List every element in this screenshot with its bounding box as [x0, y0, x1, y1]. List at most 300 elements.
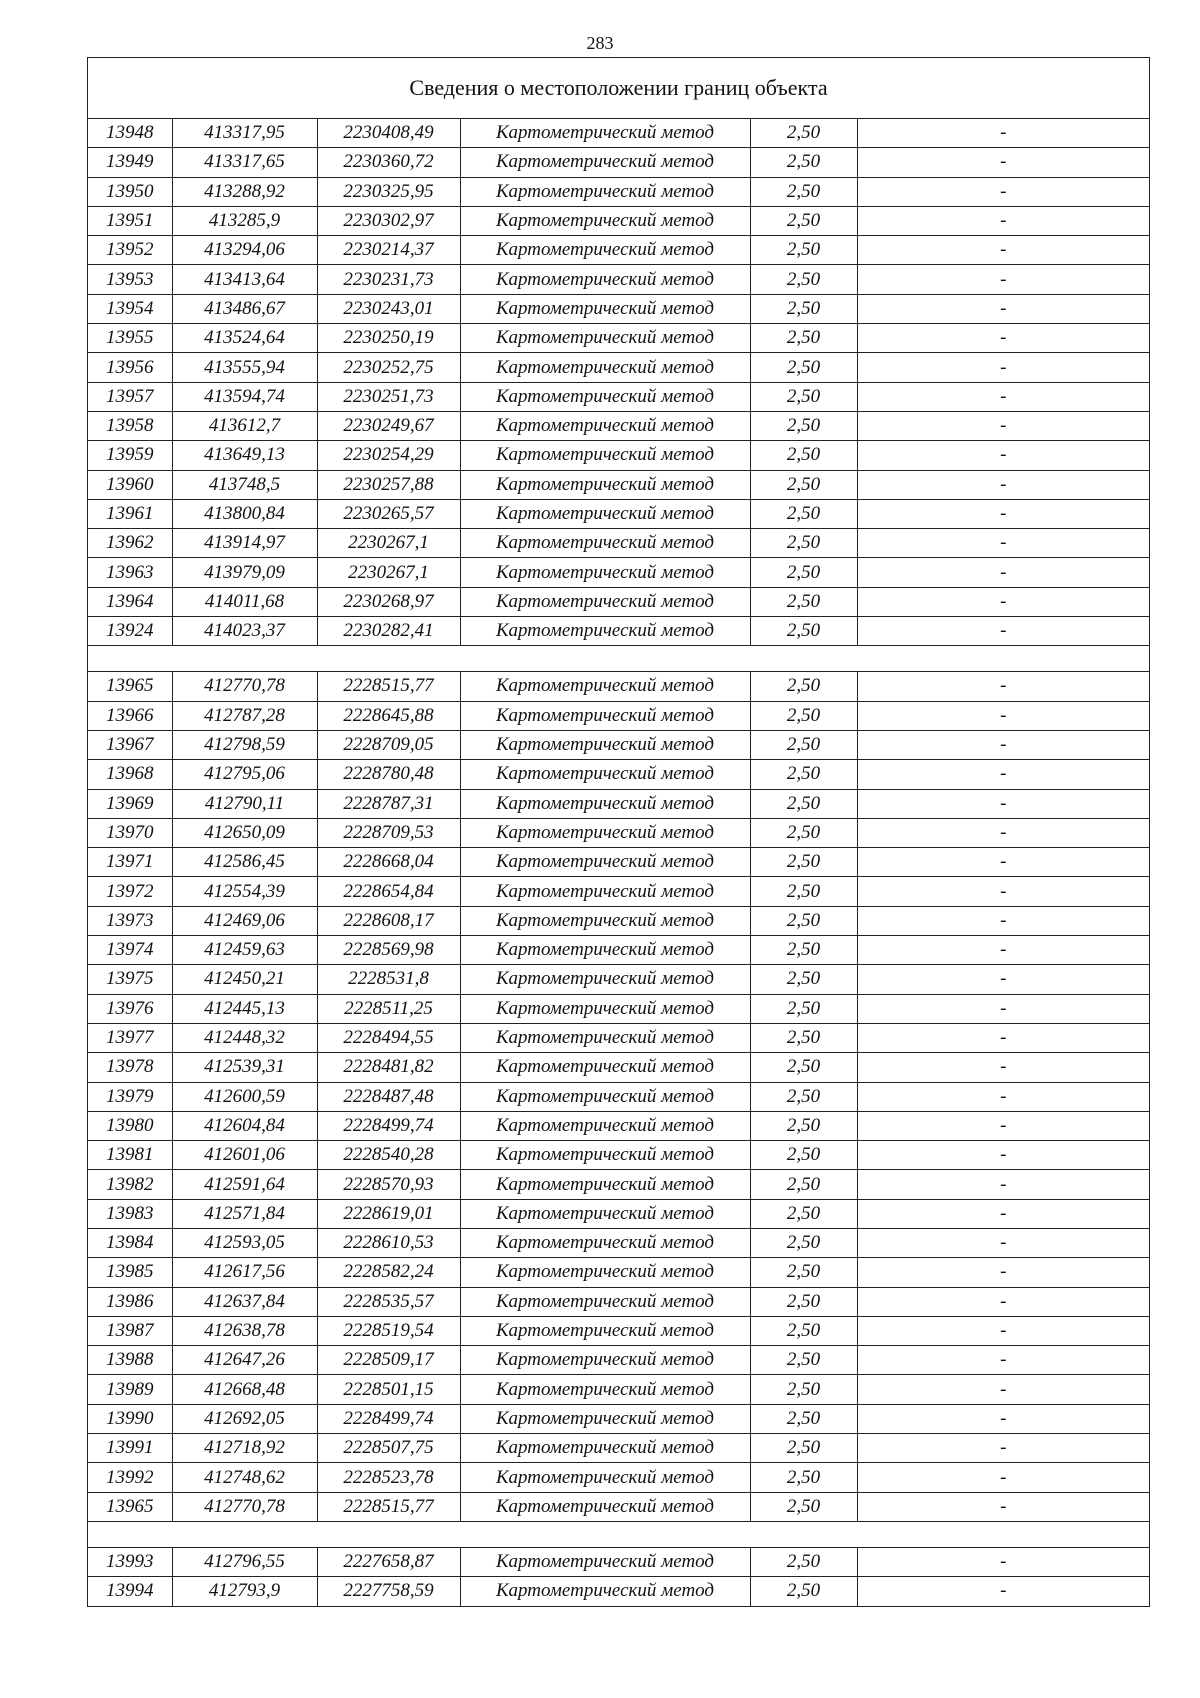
- method-cell: Картометрический метод: [460, 441, 750, 470]
- y-coordinate-cell: 2228780,48: [317, 760, 460, 789]
- method-cell: Картометрический метод: [460, 529, 750, 558]
- x-coordinate-cell: 412770,78: [172, 672, 317, 701]
- accuracy-cell: 2,50: [750, 701, 857, 730]
- y-coordinate-cell: 2230408,49: [317, 119, 460, 148]
- point-number-cell: 13962: [88, 529, 172, 558]
- method-cell: Картометрический метод: [460, 1434, 750, 1463]
- x-coordinate-cell: 412459,63: [172, 936, 317, 965]
- point-number-cell: 13970: [88, 818, 172, 847]
- point-number-cell: 13960: [88, 470, 172, 499]
- table-row: [88, 1199, 1149, 1228]
- y-coordinate-cell: 2228787,31: [317, 789, 460, 818]
- accuracy-cell: 2,50: [750, 206, 857, 235]
- point-number-cell: 13952: [88, 236, 172, 265]
- x-coordinate-cell: 413800,84: [172, 499, 317, 528]
- accuracy-cell: 2,50: [750, 1199, 857, 1228]
- point-number-cell: 13991: [88, 1434, 172, 1463]
- point-number-cell: 13990: [88, 1404, 172, 1433]
- description-cell: -: [857, 1375, 1149, 1404]
- method-cell: Картометрический метод: [460, 1023, 750, 1052]
- x-coordinate-cell: 412591,64: [172, 1170, 317, 1199]
- method-cell: Картометрический метод: [460, 206, 750, 235]
- accuracy-cell: 2,50: [750, 1258, 857, 1287]
- y-coordinate-cell: 2228709,05: [317, 730, 460, 759]
- y-coordinate-cell: 2230265,57: [317, 499, 460, 528]
- y-coordinate-cell: 2230325,95: [317, 177, 460, 206]
- accuracy-cell: 2,50: [750, 1492, 857, 1521]
- accuracy-cell: 2,50: [750, 177, 857, 206]
- description-cell: -: [857, 1492, 1149, 1521]
- table-row: [88, 382, 1149, 411]
- accuracy-cell: 2,50: [750, 148, 857, 177]
- point-number-cell: 13949: [88, 148, 172, 177]
- table-row: [88, 529, 1149, 558]
- accuracy-cell: 2,50: [750, 1228, 857, 1257]
- accuracy-cell: 2,50: [750, 1082, 857, 1111]
- point-number-cell: 13954: [88, 294, 172, 323]
- x-coordinate-cell: 413285,9: [172, 206, 317, 235]
- boundary-points-table: [88, 119, 1149, 1607]
- table-row: [88, 441, 1149, 470]
- y-coordinate-cell: 2228582,24: [317, 1258, 460, 1287]
- y-coordinate-cell: 2228645,88: [317, 701, 460, 730]
- accuracy-cell: 2,50: [750, 1111, 857, 1140]
- point-number-cell: 13964: [88, 587, 172, 616]
- x-coordinate-cell: 412637,84: [172, 1287, 317, 1316]
- x-coordinate-cell: 414023,37: [172, 617, 317, 646]
- point-number-cell: 13963: [88, 558, 172, 587]
- table-row: [88, 1547, 1149, 1576]
- x-coordinate-cell: 412647,26: [172, 1346, 317, 1375]
- separator-cell: [88, 1521, 1149, 1547]
- method-cell: Картометрический метод: [460, 236, 750, 265]
- description-cell: -: [857, 994, 1149, 1023]
- y-coordinate-cell: 2230267,1: [317, 529, 460, 558]
- method-cell: Картометрический метод: [460, 324, 750, 353]
- method-cell: Картометрический метод: [460, 617, 750, 646]
- x-coordinate-cell: 412650,09: [172, 818, 317, 847]
- accuracy-cell: 2,50: [750, 1053, 857, 1082]
- method-cell: Картометрический метод: [460, 936, 750, 965]
- point-number-cell: 13993: [88, 1547, 172, 1576]
- x-coordinate-cell: 412604,84: [172, 1111, 317, 1140]
- table-row: [88, 265, 1149, 294]
- description-cell: -: [857, 119, 1149, 148]
- description-cell: -: [857, 760, 1149, 789]
- description-cell: -: [857, 965, 1149, 994]
- y-coordinate-cell: 2228481,82: [317, 1053, 460, 1082]
- table-row: [88, 1577, 1149, 1606]
- accuracy-cell: 2,50: [750, 1375, 857, 1404]
- description-cell: -: [857, 1434, 1149, 1463]
- y-coordinate-cell: 2228654,84: [317, 877, 460, 906]
- boundary-table-sheet: [87, 57, 1150, 1607]
- description-cell: -: [857, 587, 1149, 616]
- method-cell: Картометрический метод: [460, 587, 750, 616]
- y-coordinate-cell: 2228531,8: [317, 965, 460, 994]
- method-cell: Картометрический метод: [460, 353, 750, 382]
- x-coordinate-cell: 412718,92: [172, 1434, 317, 1463]
- point-number-cell: 13955: [88, 324, 172, 353]
- method-cell: Картометрический метод: [460, 1170, 750, 1199]
- point-number-cell: 13965: [88, 1492, 172, 1521]
- x-coordinate-cell: 412748,62: [172, 1463, 317, 1492]
- point-number-cell: 13972: [88, 877, 172, 906]
- x-coordinate-cell: 413486,67: [172, 294, 317, 323]
- table-row: [88, 1082, 1149, 1111]
- description-cell: -: [857, 1199, 1149, 1228]
- description-cell: -: [857, 353, 1149, 382]
- accuracy-cell: 2,50: [750, 529, 857, 558]
- accuracy-cell: 2,50: [750, 1141, 857, 1170]
- accuracy-cell: 2,50: [750, 760, 857, 789]
- description-cell: -: [857, 818, 1149, 847]
- x-coordinate-cell: 412787,28: [172, 701, 317, 730]
- x-coordinate-cell: 413524,64: [172, 324, 317, 353]
- description-cell: -: [857, 1547, 1149, 1576]
- accuracy-cell: 2,50: [750, 382, 857, 411]
- description-cell: -: [857, 1141, 1149, 1170]
- y-coordinate-cell: 2228709,53: [317, 818, 460, 847]
- accuracy-cell: 2,50: [750, 965, 857, 994]
- method-cell: Картометрический метод: [460, 789, 750, 818]
- point-number-cell: 13989: [88, 1375, 172, 1404]
- table-row: [88, 1053, 1149, 1082]
- table-row: [88, 1141, 1149, 1170]
- y-coordinate-cell: 2230231,73: [317, 265, 460, 294]
- accuracy-cell: 2,50: [750, 877, 857, 906]
- method-cell: Картометрический метод: [460, 818, 750, 847]
- x-coordinate-cell: 412539,31: [172, 1053, 317, 1082]
- accuracy-cell: 2,50: [750, 1346, 857, 1375]
- y-coordinate-cell: 2230214,37: [317, 236, 460, 265]
- accuracy-cell: 2,50: [750, 1170, 857, 1199]
- method-cell: Картометрический метод: [460, 1404, 750, 1433]
- y-coordinate-cell: 2228515,77: [317, 672, 460, 701]
- table-row: [88, 1287, 1149, 1316]
- x-coordinate-cell: 412798,59: [172, 730, 317, 759]
- accuracy-cell: 2,50: [750, 587, 857, 616]
- y-coordinate-cell: 2228515,77: [317, 1492, 460, 1521]
- point-number-cell: 13977: [88, 1023, 172, 1052]
- method-cell: Картометрический метод: [460, 1316, 750, 1345]
- description-cell: -: [857, 1228, 1149, 1257]
- point-number-cell: 13976: [88, 994, 172, 1023]
- table-row: [88, 1316, 1149, 1345]
- table-row: [88, 617, 1149, 646]
- description-cell: -: [857, 294, 1149, 323]
- method-cell: Картометрический метод: [460, 499, 750, 528]
- point-number-cell: 13992: [88, 1463, 172, 1492]
- point-number-cell: 13980: [88, 1111, 172, 1140]
- method-cell: Картометрический метод: [460, 470, 750, 499]
- point-number-cell: 13988: [88, 1346, 172, 1375]
- y-coordinate-cell: 2228494,55: [317, 1023, 460, 1052]
- method-cell: Картометрический метод: [460, 382, 750, 411]
- description-cell: -: [857, 877, 1149, 906]
- x-coordinate-cell: 412770,78: [172, 1492, 317, 1521]
- y-coordinate-cell: 2227758,59: [317, 1577, 460, 1606]
- x-coordinate-cell: 412469,06: [172, 906, 317, 935]
- y-coordinate-cell: 2228511,25: [317, 994, 460, 1023]
- method-cell: Картометрический метод: [460, 1492, 750, 1521]
- method-cell: Картометрический метод: [460, 965, 750, 994]
- method-cell: Картометрический метод: [460, 1375, 750, 1404]
- description-cell: -: [857, 148, 1149, 177]
- x-coordinate-cell: 412796,55: [172, 1547, 317, 1576]
- accuracy-cell: 2,50: [750, 994, 857, 1023]
- method-cell: Картометрический метод: [460, 1053, 750, 1082]
- description-cell: -: [857, 206, 1149, 235]
- table-row: [88, 1111, 1149, 1140]
- description-cell: -: [857, 730, 1149, 759]
- accuracy-cell: 2,50: [750, 265, 857, 294]
- method-cell: Картометрический метод: [460, 294, 750, 323]
- x-coordinate-cell: 413594,74: [172, 382, 317, 411]
- table-row: [88, 1463, 1149, 1492]
- table-row: [88, 148, 1149, 177]
- x-coordinate-cell: 414011,68: [172, 587, 317, 616]
- point-number-cell: 13961: [88, 499, 172, 528]
- description-cell: -: [857, 1111, 1149, 1140]
- method-cell: Картометрический метод: [460, 1258, 750, 1287]
- point-number-cell: 13971: [88, 848, 172, 877]
- x-coordinate-cell: 413612,7: [172, 411, 317, 440]
- table-row: [88, 206, 1149, 235]
- x-coordinate-cell: 412586,45: [172, 848, 317, 877]
- table-body: [88, 119, 1149, 1606]
- description-cell: -: [857, 1404, 1149, 1433]
- table-row: [88, 236, 1149, 265]
- table-row: [88, 906, 1149, 935]
- accuracy-cell: 2,50: [750, 672, 857, 701]
- x-coordinate-cell: 412668,48: [172, 1375, 317, 1404]
- table-row: [88, 1346, 1149, 1375]
- method-cell: Картометрический метод: [460, 1141, 750, 1170]
- table-row: [88, 177, 1149, 206]
- table-row: [88, 672, 1149, 701]
- accuracy-cell: 2,50: [750, 353, 857, 382]
- x-coordinate-cell: 412601,06: [172, 1141, 317, 1170]
- accuracy-cell: 2,50: [750, 470, 857, 499]
- y-coordinate-cell: 2228540,28: [317, 1141, 460, 1170]
- x-coordinate-cell: 413748,5: [172, 470, 317, 499]
- point-number-cell: 13978: [88, 1053, 172, 1082]
- table-row: [88, 1258, 1149, 1287]
- y-coordinate-cell: 2230254,29: [317, 441, 460, 470]
- x-coordinate-cell: 413317,65: [172, 148, 317, 177]
- description-cell: -: [857, 177, 1149, 206]
- x-coordinate-cell: 412593,05: [172, 1228, 317, 1257]
- description-cell: -: [857, 672, 1149, 701]
- accuracy-cell: 2,50: [750, 558, 857, 587]
- method-cell: Картометрический метод: [460, 411, 750, 440]
- method-cell: Картометрический метод: [460, 994, 750, 1023]
- y-coordinate-cell: 2228570,93: [317, 1170, 460, 1199]
- table-row: [88, 1228, 1149, 1257]
- point-number-cell: 13950: [88, 177, 172, 206]
- description-cell: -: [857, 441, 1149, 470]
- description-cell: -: [857, 529, 1149, 558]
- point-number-cell: 13959: [88, 441, 172, 470]
- description-cell: -: [857, 1287, 1149, 1316]
- table-row: [88, 119, 1149, 148]
- table-row: [88, 818, 1149, 847]
- x-coordinate-cell: 413649,13: [172, 441, 317, 470]
- x-coordinate-cell: 413555,94: [172, 353, 317, 382]
- description-cell: -: [857, 324, 1149, 353]
- method-cell: Картометрический метод: [460, 848, 750, 877]
- x-coordinate-cell: 413317,95: [172, 119, 317, 148]
- point-number-cell: 13983: [88, 1199, 172, 1228]
- description-cell: -: [857, 1577, 1149, 1606]
- y-coordinate-cell: 2228499,74: [317, 1404, 460, 1433]
- table-row: [88, 730, 1149, 759]
- x-coordinate-cell: 412793,9: [172, 1577, 317, 1606]
- point-number-cell: 13969: [88, 789, 172, 818]
- description-cell: -: [857, 617, 1149, 646]
- point-number-cell: 13994: [88, 1577, 172, 1606]
- point-number-cell: 13957: [88, 382, 172, 411]
- accuracy-cell: 2,50: [750, 730, 857, 759]
- x-coordinate-cell: 412554,39: [172, 877, 317, 906]
- y-coordinate-cell: 2228507,75: [317, 1434, 460, 1463]
- point-number-cell: 13951: [88, 206, 172, 235]
- method-cell: Картометрический метод: [460, 760, 750, 789]
- description-cell: -: [857, 236, 1149, 265]
- method-cell: Картометрический метод: [460, 1287, 750, 1316]
- table-row: [88, 760, 1149, 789]
- table-row: [88, 558, 1149, 587]
- table-row: [88, 499, 1149, 528]
- method-cell: Картометрический метод: [460, 265, 750, 294]
- x-coordinate-cell: 413979,09: [172, 558, 317, 587]
- y-coordinate-cell: 2228487,48: [317, 1082, 460, 1111]
- y-coordinate-cell: 2227658,87: [317, 1547, 460, 1576]
- table-row: [88, 848, 1149, 877]
- y-coordinate-cell: 2228523,78: [317, 1463, 460, 1492]
- accuracy-cell: 2,50: [750, 411, 857, 440]
- accuracy-cell: 2,50: [750, 1404, 857, 1433]
- y-coordinate-cell: 2230302,97: [317, 206, 460, 235]
- accuracy-cell: 2,50: [750, 1463, 857, 1492]
- y-coordinate-cell: 2230268,97: [317, 587, 460, 616]
- table-row: [88, 1170, 1149, 1199]
- point-number-cell: 13948: [88, 119, 172, 148]
- method-cell: Картометрический метод: [460, 119, 750, 148]
- table-row: [88, 587, 1149, 616]
- point-number-cell: 13968: [88, 760, 172, 789]
- y-coordinate-cell: 2228535,57: [317, 1287, 460, 1316]
- y-coordinate-cell: 2228569,98: [317, 936, 460, 965]
- y-coordinate-cell: 2230282,41: [317, 617, 460, 646]
- x-coordinate-cell: 412450,21: [172, 965, 317, 994]
- table-row: [88, 1404, 1149, 1433]
- contour-separator-row: [88, 1521, 1149, 1547]
- y-coordinate-cell: 2228668,04: [317, 848, 460, 877]
- accuracy-cell: 2,50: [750, 499, 857, 528]
- y-coordinate-cell: 2228619,01: [317, 1199, 460, 1228]
- description-cell: -: [857, 936, 1149, 965]
- method-cell: Картометрический метод: [460, 1577, 750, 1606]
- method-cell: Картометрический метод: [460, 906, 750, 935]
- x-coordinate-cell: 413288,92: [172, 177, 317, 206]
- point-number-cell: 13981: [88, 1141, 172, 1170]
- description-cell: -: [857, 1258, 1149, 1287]
- y-coordinate-cell: 2230267,1: [317, 558, 460, 587]
- table-row: [88, 324, 1149, 353]
- method-cell: Картометрический метод: [460, 1228, 750, 1257]
- table-row: [88, 1375, 1149, 1404]
- point-number-cell: 13958: [88, 411, 172, 440]
- description-cell: -: [857, 558, 1149, 587]
- method-cell: Картометрический метод: [460, 1547, 750, 1576]
- y-coordinate-cell: 2230252,75: [317, 353, 460, 382]
- method-cell: Картометрический метод: [460, 877, 750, 906]
- accuracy-cell: 2,50: [750, 789, 857, 818]
- method-cell: Картометрический метод: [460, 1082, 750, 1111]
- y-coordinate-cell: 2230251,73: [317, 382, 460, 411]
- y-coordinate-cell: 2228519,54: [317, 1316, 460, 1345]
- y-coordinate-cell: 2228501,15: [317, 1375, 460, 1404]
- method-cell: Картометрический метод: [460, 730, 750, 759]
- point-number-cell: 13924: [88, 617, 172, 646]
- table-row: [88, 1023, 1149, 1052]
- point-number-cell: 13967: [88, 730, 172, 759]
- accuracy-cell: 2,50: [750, 1577, 857, 1606]
- x-coordinate-cell: 413413,64: [172, 265, 317, 294]
- point-number-cell: 13984: [88, 1228, 172, 1257]
- description-cell: -: [857, 701, 1149, 730]
- table-row: [88, 470, 1149, 499]
- x-coordinate-cell: 412617,56: [172, 1258, 317, 1287]
- x-coordinate-cell: 412571,84: [172, 1199, 317, 1228]
- description-cell: -: [857, 789, 1149, 818]
- x-coordinate-cell: 412448,32: [172, 1023, 317, 1052]
- description-cell: -: [857, 1316, 1149, 1345]
- method-cell: Картометрический метод: [460, 148, 750, 177]
- description-cell: -: [857, 1082, 1149, 1111]
- y-coordinate-cell: 2230360,72: [317, 148, 460, 177]
- table-title: Сведения о местоположении границ объекта: [88, 58, 1149, 119]
- accuracy-cell: 2,50: [750, 1023, 857, 1052]
- accuracy-cell: 2,50: [750, 1547, 857, 1576]
- x-coordinate-cell: 413294,06: [172, 236, 317, 265]
- table-row: [88, 965, 1149, 994]
- contour-separator-row: [88, 646, 1149, 672]
- page-number: 283: [586, 33, 614, 53]
- x-coordinate-cell: 412790,11: [172, 789, 317, 818]
- method-cell: Картометрический метод: [460, 1346, 750, 1375]
- description-cell: -: [857, 906, 1149, 935]
- description-cell: -: [857, 411, 1149, 440]
- y-coordinate-cell: 2230243,01: [317, 294, 460, 323]
- method-cell: Картометрический метод: [460, 701, 750, 730]
- accuracy-cell: 2,50: [750, 324, 857, 353]
- method-cell: Картометрический метод: [460, 177, 750, 206]
- accuracy-cell: 2,50: [750, 617, 857, 646]
- y-coordinate-cell: 2228509,17: [317, 1346, 460, 1375]
- description-cell: -: [857, 499, 1149, 528]
- point-number-cell: 13985: [88, 1258, 172, 1287]
- x-coordinate-cell: 413914,97: [172, 529, 317, 558]
- accuracy-cell: 2,50: [750, 848, 857, 877]
- description-cell: -: [857, 470, 1149, 499]
- table-row: [88, 1492, 1149, 1521]
- point-number-cell: 13966: [88, 701, 172, 730]
- method-cell: Картометрический метод: [460, 1463, 750, 1492]
- accuracy-cell: 2,50: [750, 1287, 857, 1316]
